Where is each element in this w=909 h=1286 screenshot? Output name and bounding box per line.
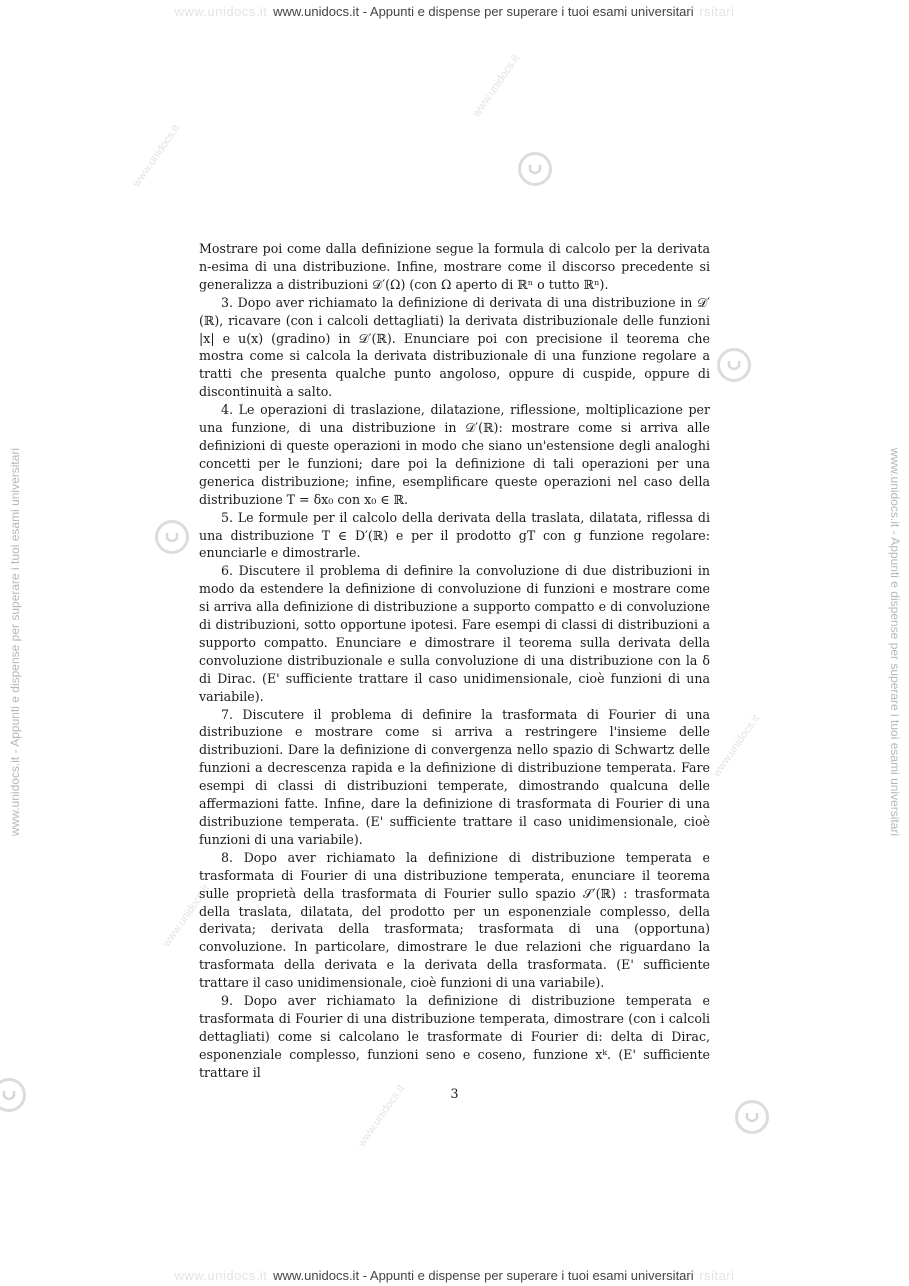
footer-watermark (0, 1268, 909, 1283)
header-faint-left: www.unidocs.it (174, 4, 268, 19)
exercise-item-3: 3. Dopo aver richiamato la definizione di derivata di una distribuzione in 𝒟′(ℝ), ricavare (con i calcoli dettagliati) la derivata distribuzionale delle funzioni |x| e u(x) (gradino) in 𝒟′(ℝ). Enunciare poi con precisione il teorema che mostra come si calcola la derivata distribuzionale di una funzione regolare a tratti che presenta qualche punto angoloso, oppure di cuspide, oppure di discontinuità a salto. (199, 294, 710, 400)
diagonal-watermark: www.unidocs.it (355, 1082, 408, 1150)
exercise-item-6: 6. Discutere il problema di definire la convoluzione di due distribuzioni in modo da estendere la definizione di convoluzione di funzioni e mostrare come si arriva alla definizione di distribuzione a supporto compatto e di convoluzione di distribuzioni, sotto opportune ipotesi. Fare esempi di classi di distribuzioni a supporto compatto. Enunciare e dimostrare il teorema sulla derivata della convoluzione distribuzionale e sulla convoluzione di una distribuzione con la δ di Dirac. (E' sufficiente trattare il caso unidimensionale, cioè funzioni di una variabile). (199, 563, 710, 704)
diagonal-watermark: www.unidocs.it (710, 712, 763, 780)
exercise-item-5: 5. Le formule per il calcolo della derivata della traslata, dilatata, riflessa di una distribuzione T ∈ D′(ℝ) e per il prodotto gT con g funzione regolare: enunciarle e dimostrarle. (199, 509, 710, 561)
unidocs-logo-icon (735, 1100, 769, 1134)
exercise-item-8: 8. Dopo aver richiamato la definizione di distribuzione temperata e trasformata di Fourier di una distribuzione temperata, enunciare il teorema sulle proprietà della trasformata di Fourier sullo spazio 𝒮′(ℝ) : trasformata della traslata, dilatata, del prodotto per un esponenziale complesso, della derivata; derivata della trasformata; trasformata di una (opportuna) convoluzione. In particolare, dimostrare le due relazioni che riguardano la trasformata della derivata e la derivata della trasformata. (E' sufficiente trattare il caso unidimensionale, cioè funzioni di una variabile). (199, 849, 710, 991)
diagonal-watermark: www.unidocs.it (130, 122, 183, 190)
header-banner-text: www.unidocs.it - Appunti e dispense per superare i tuoi esami universitari (273, 4, 694, 19)
document-body (199, 240, 710, 1082)
paragraph-continuation: Mostrare poi come dalla definizione segue la formula di calcolo per la derivata n-esima di una distribuzione. Infine, mostrare come il discorso precedente si generalizza a distribuzioni 𝒟′(Ω) (con Ω aperto di ℝⁿ o tutto ℝⁿ). (199, 241, 710, 292)
unidocs-logo-icon (717, 348, 751, 382)
footer-faint-right: rsitari (699, 1268, 735, 1283)
exercise-item-4: 4. Le operazioni di traslazione, dilatazione, riflessione, moltiplicazione per una funzione, di una distribuzione in 𝒟′(ℝ): mostrare come si arriva alle definizioni di queste operazioni in modo che siano un'estensione degli analoghi concetti per le funzioni; dare poi la definizione di tali operazioni per una generica distribuzione; infine, esemplificare queste operazioni nel caso della distribuzione T = δx₀ con x₀ ∈ ℝ. (199, 402, 710, 507)
header-watermark (0, 4, 909, 19)
unidocs-logo-icon (518, 152, 552, 186)
header-faint-right: rsitari (699, 4, 735, 19)
exercise-item-7: 7. Discutere il problema di definire la trasformata di Fourier di una distribuzione e mostrare come si arriva a restringere l'insieme delle distribuzioni. Dare la definizione di convergenza nello spazio di Schwartz delle funzioni a decrescenza rapida e la definizione di distribuzione temperata. Fare esempi di classi di distribuzioni temperate, dimostrando qualcuna delle affermazioni fatte. Infine, dare la definizione di trasformata di Fourier di una distribuzione temperata. (E' sufficiente trattare il caso unidimensionale, cioè funzioni di una variabile). (199, 706, 710, 847)
page-number: 3 (450, 1086, 459, 1101)
footer-banner-text: www.unidocs.it - Appunti e dispense per superare i tuoi esami universitari (273, 1268, 694, 1283)
left-side-watermark: www.unidocs.it - Appunti e dispense per superare i tuoi esami universitari (8, 447, 22, 837)
diagonal-watermark: www.unidocs.it (160, 882, 213, 950)
unidocs-logo-icon (155, 520, 189, 554)
exercise-item-9: 9. Dopo aver richiamato la definizione di distribuzione temperata e trasformata di Fourier di una distribuzione temperata, dimostrare (con i calcoli dettagliati) come si calcolano le trasformate di Fourier di: delta di Dirac, esponenziale complesso, funzioni seno e coseno, funzione xᵏ. (E' sufficiente trattare il (199, 993, 710, 1080)
footer-faint-left: www.unidocs.it (174, 1268, 268, 1283)
diagonal-watermark: www.unidocs.it (470, 52, 523, 120)
right-side-watermark: www.unidocs.it - Appunti e dispense per superare i tuoi esami universitari (888, 447, 902, 837)
